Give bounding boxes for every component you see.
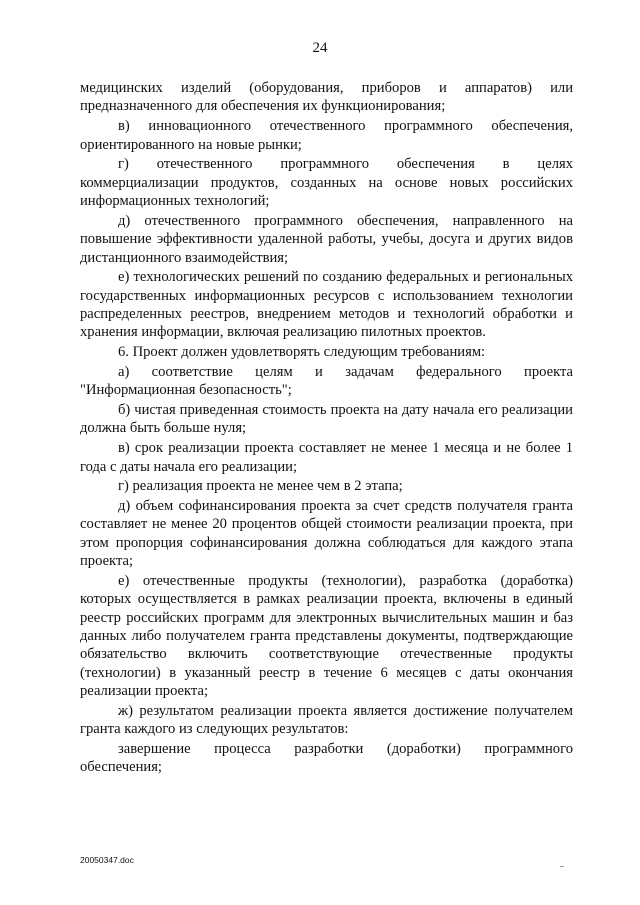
paragraph: в) инновационного отечественного программного обеспечения, ориентированного на новые рынки; bbox=[80, 118, 573, 153]
page-number: 24 bbox=[312, 40, 328, 56]
paragraph: е) отечественные продукты (технологии), разработка (доработка) которых осуществляется в рамках реализации проекта, включены в единый реестр российских программ для электронных вычислительных машин и баз данных либо получателем гранта представлены документы, подтверждающие обязательство включить соответствующие отечественные продукты (технологии) в указанный реестр в течение 6 месяцев с даты окончания реализации проекта; bbox=[80, 572, 573, 700]
paragraph: г) отечественного программного обеспечения в целях коммерциализации продуктов, созданных на основе новых российских информационных технологий; bbox=[80, 156, 573, 210]
corner-mark bbox=[560, 866, 564, 867]
document-body bbox=[80, 79, 573, 778]
paragraph: е) технологических решений по созданию федеральных и региональных государственных информационных ресурсов с использованием технологии распределенных реестров, внедрением методов и технологий обработки и хранения информации, включая реализацию пилотных проектов. bbox=[80, 269, 573, 341]
paragraph: д) отечественного программного обеспечения, направленного на повышение эффективности удаленной работы, учебы, досуга и других видов дистанционного взаимодействия; bbox=[80, 212, 573, 266]
paragraph: в) срок реализации проекта составляет не менее 1 месяца и не более 1 года с даты начала его реализации; bbox=[80, 440, 573, 475]
paragraph: завершение процесса разработки (доработки) программного обеспечения; bbox=[80, 741, 573, 776]
paragraph: г) реализация проекта не менее чем в 2 этапа; bbox=[118, 478, 403, 495]
paragraph: д) объем софинансирования проекта за счет средств получателя гранта составляет не менее 20 процентов общей стоимости реализации проекта, при этом пропорция софинансирования должна соблюдаться для каждого этапа проекта; bbox=[80, 497, 573, 570]
paragraph: 6. Проект должен удовлетворять следующим требованиям: bbox=[118, 344, 486, 361]
footer-filename: 20050347.doc bbox=[80, 855, 134, 865]
paragraph: а) соответствие целям и задачам федерального проекта "Информационная безопасность"; bbox=[80, 363, 573, 399]
paragraph: ж) результатом реализации проекта является достижение получателем гранта каждого из следующих результатов: bbox=[80, 702, 573, 738]
paragraph: б) чистая приведенная стоимость проекта на дату начала его реализации должна быть больше нуля; bbox=[80, 401, 573, 437]
paragraph: медицинских изделий (оборудования, приборов и аппаратов) или предназначенного для обеспечения их функционирования; bbox=[80, 80, 573, 115]
